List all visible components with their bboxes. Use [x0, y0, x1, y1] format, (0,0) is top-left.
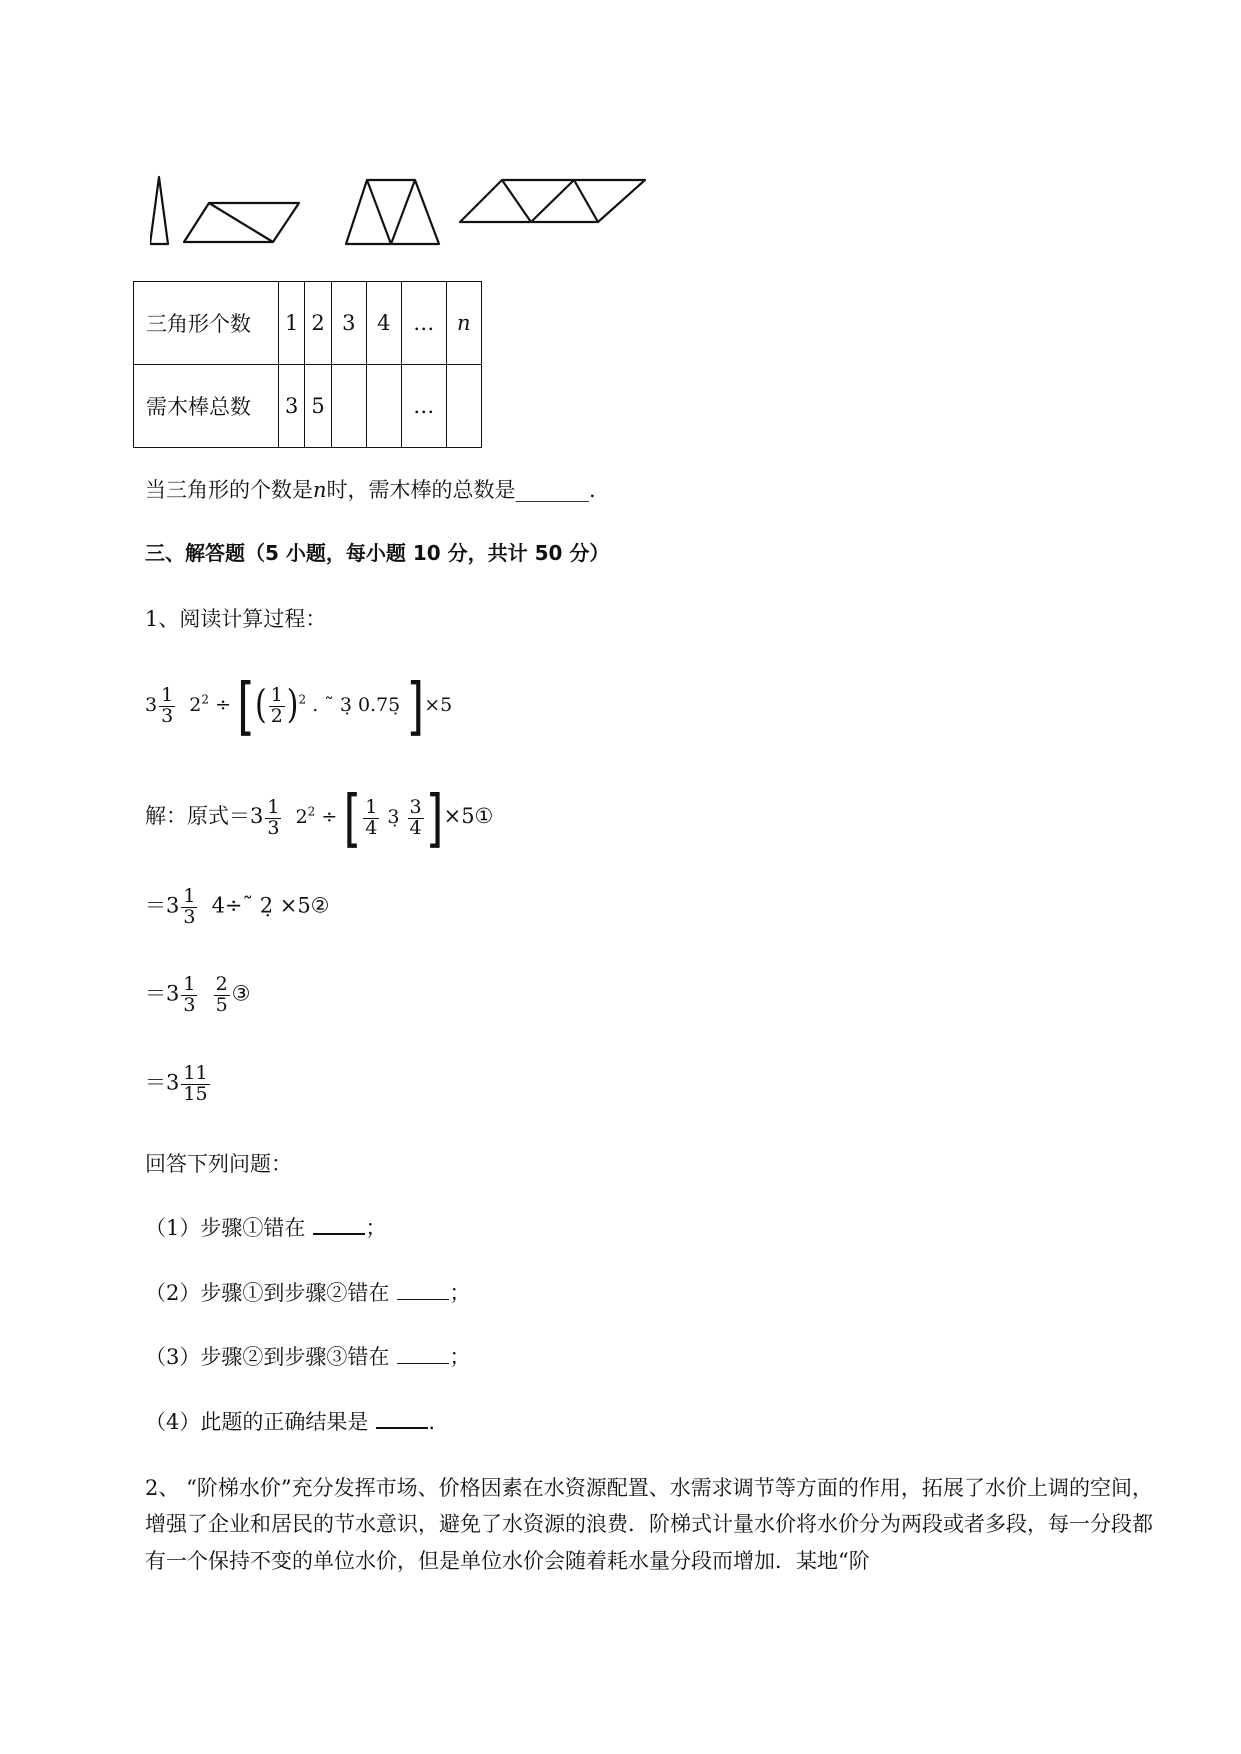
- expr-times: ×5: [424, 694, 453, 716]
- step2-rest: 4÷˜ 2̣ ×5②: [211, 893, 330, 918]
- q1-step3: [145, 975, 250, 1016]
- sub4-end: .: [428, 1410, 436, 1434]
- table-cell: [446, 365, 481, 448]
- step1-power: 2: [295, 806, 308, 828]
- section-title: 三、解答题（5 小题，每小题 10 分，共计 50 分）: [145, 541, 610, 565]
- expr-whole: 3: [145, 694, 158, 716]
- step1-fraction: $\frac{1}{3}$: [267, 795, 280, 839]
- figure-three-triangles: [346, 180, 439, 244]
- step1-right-bracket: ]: [425, 781, 444, 855]
- table-row: [134, 365, 482, 448]
- expr-power: 2: [189, 694, 202, 716]
- sub3-end: ；: [449, 1345, 471, 1369]
- sub2-blank[interactable]: [397, 1299, 449, 1300]
- q1-intro: 1、阅读计算过程：: [145, 607, 327, 631]
- q1-sub4: [145, 1410, 435, 1435]
- triangle-pattern-figure: [150, 170, 660, 250]
- fill-question-var: n: [313, 478, 327, 502]
- sub2-text: （2）步骤①到步骤②错在: [145, 1281, 390, 1305]
- expr-power-exp: 2: [201, 692, 210, 707]
- step1-end: ×5①: [443, 804, 494, 828]
- triangle-count-table: [133, 281, 482, 448]
- q1-sub1: [145, 1216, 386, 1241]
- expr-div: ÷: [215, 694, 231, 716]
- table-cell: …: [401, 365, 446, 448]
- figure-one-triangle: [150, 177, 168, 244]
- step2-prefix: ＝3: [145, 893, 180, 918]
- table-cell: …: [401, 282, 446, 365]
- sub1-blank[interactable]: [313, 1233, 365, 1235]
- q1-sub3: [145, 1345, 470, 1370]
- table-row-header: 三角形个数: [134, 282, 279, 365]
- sub1-text: （1）步骤①错在: [145, 1216, 306, 1240]
- table-row: [134, 282, 482, 365]
- step3-frac2: $\frac{2}{5}$: [215, 973, 228, 1016]
- step1-power-exp: 2: [307, 804, 316, 819]
- left-bracket: [: [237, 669, 255, 743]
- step1-frac2: $\frac{3}{4}$: [409, 795, 422, 839]
- expr-square: 2: [298, 692, 307, 707]
- table-cell: n: [446, 282, 481, 365]
- table-row-header: 需木棒总数: [134, 365, 279, 448]
- sub4-blank[interactable]: [376, 1427, 428, 1429]
- fill-question-after: 时，需木棒的总数是_______.: [326, 478, 596, 502]
- fill-question: [145, 478, 596, 503]
- expr-rest: . ˜ 3̣ 0.75̣: [312, 694, 401, 716]
- step1-div: ÷: [321, 806, 338, 828]
- q1-step1: [145, 781, 494, 855]
- step1-label: 解：原式＝3: [145, 804, 264, 828]
- step3-prefix: ＝3: [145, 981, 180, 1006]
- step1-frac1: $\frac{1}{4}$: [365, 795, 378, 839]
- q1-sub2: [145, 1281, 470, 1306]
- table-cell: 2: [305, 282, 331, 365]
- sub1-end: ；: [365, 1216, 387, 1240]
- q1-step2: [145, 887, 330, 928]
- step3-fraction: $\frac{1}{3}$: [183, 973, 196, 1016]
- table-cell: 3: [279, 365, 305, 448]
- step4-fraction: $\frac{11}{15}$: [183, 1062, 208, 1105]
- right-bracket: ]: [406, 669, 425, 743]
- q1-answer-intro: 回答下列问题：: [145, 1152, 292, 1176]
- right-paren: ): [286, 682, 299, 729]
- step1-left-bracket: [: [343, 781, 362, 855]
- expr-half: $\frac{1}{2}$: [270, 683, 283, 727]
- step2-fraction: $\frac{1}{3}$: [183, 885, 196, 928]
- expr-fraction: $\frac{1}{3}$: [161, 683, 174, 727]
- sub3-blank[interactable]: [397, 1363, 449, 1364]
- step4-prefix: ＝3: [145, 1070, 180, 1095]
- step3-end: ③: [231, 981, 251, 1006]
- q1-expression: [145, 669, 453, 743]
- table-cell: 5: [305, 365, 331, 448]
- sub4-text: （4）此题的正确结果是: [145, 1410, 369, 1434]
- sub3-text: （3）步骤②到步骤③错在: [145, 1345, 390, 1369]
- left-paren: (: [254, 682, 267, 729]
- table-cell: [366, 365, 401, 448]
- sub2-end: ；: [449, 1281, 471, 1305]
- table-cell: 4: [366, 282, 401, 365]
- q2-paragraph: 2、 “阶梯水价”充分发挥市场、价格因素在水资源配置、水需求调节等方面的作用，拓展了水价上调的空间，增强了企业和居民的节水意识，避免了水资源的浪费．阶梯式计量水价将水价分为两段或者多段，每一分段都有一个保持不变的单位水价，但是单位水价会随着耗水量分段而增加．某地“阶: [145, 1476, 1153, 1573]
- step1-mid: 3̣: [387, 806, 400, 828]
- table-cell: [331, 365, 366, 448]
- q1-step4: [145, 1064, 212, 1105]
- table-cell: 3: [331, 282, 366, 365]
- table-cell: 1: [279, 282, 305, 365]
- fill-question-before: 当三角形的个数是: [145, 478, 313, 502]
